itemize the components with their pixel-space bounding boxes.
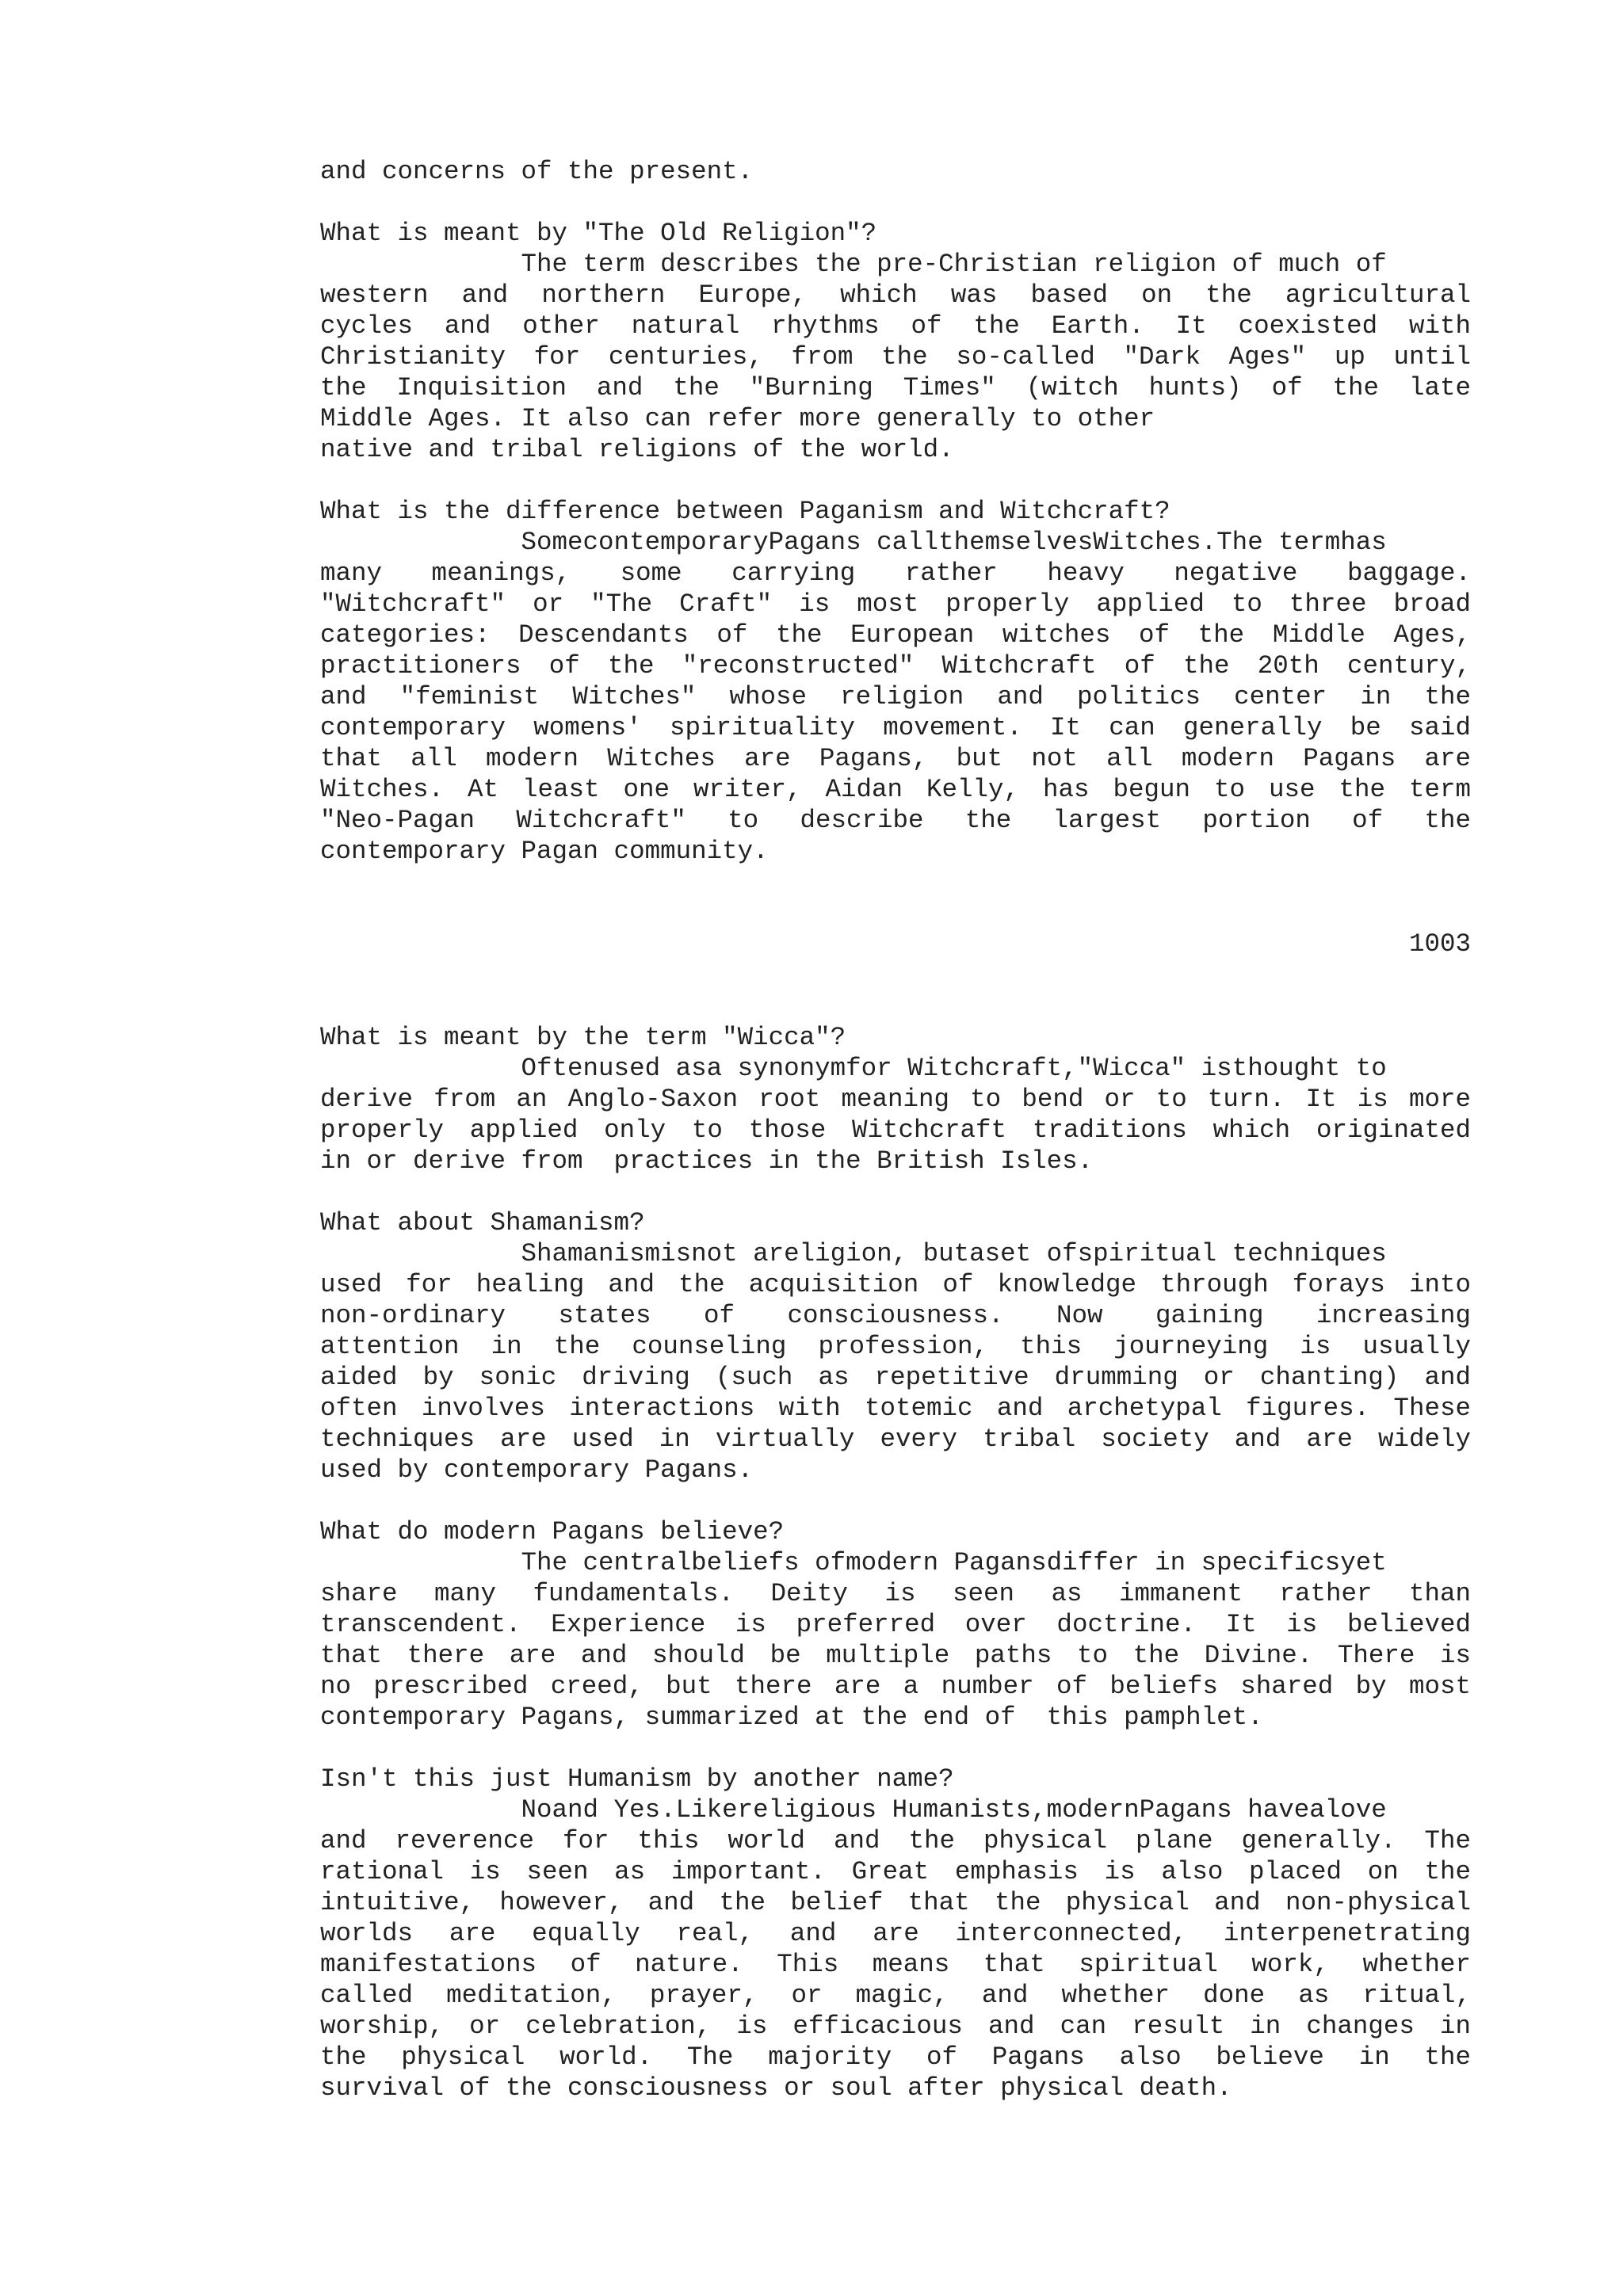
paragraph-gap bbox=[320, 1486, 1471, 1516]
sections-bottom bbox=[320, 1022, 1471, 2103]
text-line: in or derive from practices in the British Isles. bbox=[320, 1146, 1094, 1176]
text-line: Oftenused asa synonymfor Witchcraft,"Wicca" isthought to bbox=[320, 1054, 1387, 1083]
text-line: that all modern Witches are Pagans, but not all modern Pagans are bbox=[320, 744, 1471, 773]
text-line: Witches. At least one writer, Aidan Kelly, has begun to use the term bbox=[320, 775, 1471, 804]
text-line: contemporary Pagans, summarized at the end of this pamphlet. bbox=[320, 1703, 1263, 1732]
text-line: contemporary womens' spirituality movement. It can generally be said bbox=[320, 713, 1471, 742]
text-line: used for healing and the acquisition of knowledge through forays into bbox=[320, 1270, 1471, 1299]
section-heading: What do modern Pagans believe? bbox=[320, 1517, 785, 1547]
text-line: the Inquisition and the "Burning Times" (witch hunts) of the late bbox=[320, 373, 1471, 402]
paragraph-gap bbox=[320, 465, 1471, 496]
faq-section bbox=[320, 1207, 1471, 1516]
text-line: the physical world. The majority of Pagans also believe in the bbox=[320, 2042, 1471, 2072]
text-line: no prescribed creed, but there are a number of beliefs shared by most bbox=[320, 1672, 1471, 1701]
faq-section bbox=[320, 1516, 1471, 1764]
text-line: properly applied only to those Witchcraft traditions which originated bbox=[320, 1116, 1471, 1145]
text-line: share many fundamentals. Deity is seen as immanent rather than bbox=[320, 1579, 1471, 1608]
section-heading: Isn't this just Humanism by another name? bbox=[320, 1764, 954, 1794]
text-line: worship, or celebration, is efficacious and can result in changes in bbox=[320, 2012, 1471, 2041]
faq-section bbox=[320, 218, 1471, 496]
text-line: Middle Ages. It also can refer more generally to other bbox=[320, 404, 1155, 433]
section-heading: What about Shamanism? bbox=[320, 1208, 645, 1238]
text-line: and "feminist Witches" whose religion and politics center in the bbox=[320, 682, 1471, 711]
text-line: categories: Descendants of the European witches of the Middle Ages, bbox=[320, 620, 1471, 650]
sections-top bbox=[320, 218, 1471, 867]
faq-section bbox=[320, 1764, 1471, 2103]
text-line: "Neo-Pagan Witchcraft" to describe the largest portion of the bbox=[320, 806, 1471, 835]
text-line: derive from an Anglo-Saxon root meaning to bend or to turn. It is more bbox=[320, 1085, 1471, 1114]
text-line: contemporary Pagan community. bbox=[320, 837, 769, 866]
text-line: and reverence for this world and the physical plane generally. The bbox=[320, 1826, 1471, 1855]
text-line: called meditation, prayer, or magic, and whether done as ritual, bbox=[320, 1981, 1471, 2010]
text-line: techniques are used in virtually every tribal society and are widely bbox=[320, 1425, 1471, 1454]
section-heading: What is meant by "The Old Religion"? bbox=[320, 219, 877, 248]
text-line: attention in the counseling profession, this journeying is usually bbox=[320, 1332, 1471, 1361]
text-line: worlds are equally real, and are interconnected, interpenetrating bbox=[320, 1919, 1471, 1948]
paragraph-gap bbox=[320, 1177, 1471, 1207]
section-heading: What is meant by the term "Wicca"? bbox=[320, 1023, 846, 1052]
text-line: and concerns of the present. bbox=[320, 157, 754, 186]
text-line: many meanings, some carrying rather heavy negative baggage. bbox=[320, 559, 1471, 588]
paragraph-gap bbox=[320, 1733, 1471, 1764]
text-line: that there are and should be multiple paths to the Divine. There is bbox=[320, 1641, 1471, 1670]
text-line: used by contemporary Pagans. bbox=[320, 1455, 754, 1485]
text-line: native and tribal religions of the world. bbox=[320, 435, 954, 464]
text-line: manifestations of nature. This means that spiritual work, whether bbox=[320, 1950, 1471, 1979]
text-line: Christianity for centuries, from the so-called "Dark Ages" up until bbox=[320, 342, 1471, 372]
faq-section bbox=[320, 1022, 1471, 1207]
text-line: often involves interactions with totemic and archetypal figures. These bbox=[320, 1394, 1471, 1423]
text-line: SomecontemporaryPagans callthemselvesWitches.The termhas bbox=[320, 528, 1387, 557]
text-line: "Witchcraft" or "The Craft" is most properly applied to three broad bbox=[320, 589, 1471, 619]
page-number: 1003 bbox=[1408, 929, 1471, 959]
text-line: rational is seen as important. Great emphasis is also placed on the bbox=[320, 1857, 1471, 1886]
text-line: transcendent. Experience is preferred over doctrine. It is believed bbox=[320, 1610, 1471, 1639]
text-line: Noand Yes.Likereligious Humanists,modernPagans havealove bbox=[320, 1795, 1387, 1825]
text-line: aided by sonic driving (such as repetitive drumming or chanting) and bbox=[320, 1363, 1471, 1392]
text-line: practitioners of the "reconstructed" Witchcraft of the 20th century, bbox=[320, 651, 1471, 681]
continuation-paragraph bbox=[320, 156, 1471, 187]
text-line: non-ordinary states of consciousness. Now gaining increasing bbox=[320, 1301, 1471, 1330]
text-line: cycles and other natural rhythms of the Earth. It coexisted with bbox=[320, 311, 1471, 341]
text-line: intuitive, however, and the belief that the physical and non-physical bbox=[320, 1888, 1471, 1917]
text-line: The term describes the pre-Christian religion of much of bbox=[320, 250, 1387, 279]
faq-section bbox=[320, 496, 1471, 867]
section-heading: What is the difference between Paganism and Witchcraft? bbox=[320, 497, 1170, 526]
text-line: Shamanismisnot areligion, butaset ofspiritual techniques bbox=[320, 1239, 1387, 1268]
text-line: survival of the consciousness or soul after physical death. bbox=[320, 2073, 1232, 2103]
text-line: The centralbeliefs ofmodern Pagansdiffer in specificsyet bbox=[320, 1548, 1387, 1577]
text-line: western and northern Europe, which was based on the agricultural bbox=[320, 280, 1471, 310]
